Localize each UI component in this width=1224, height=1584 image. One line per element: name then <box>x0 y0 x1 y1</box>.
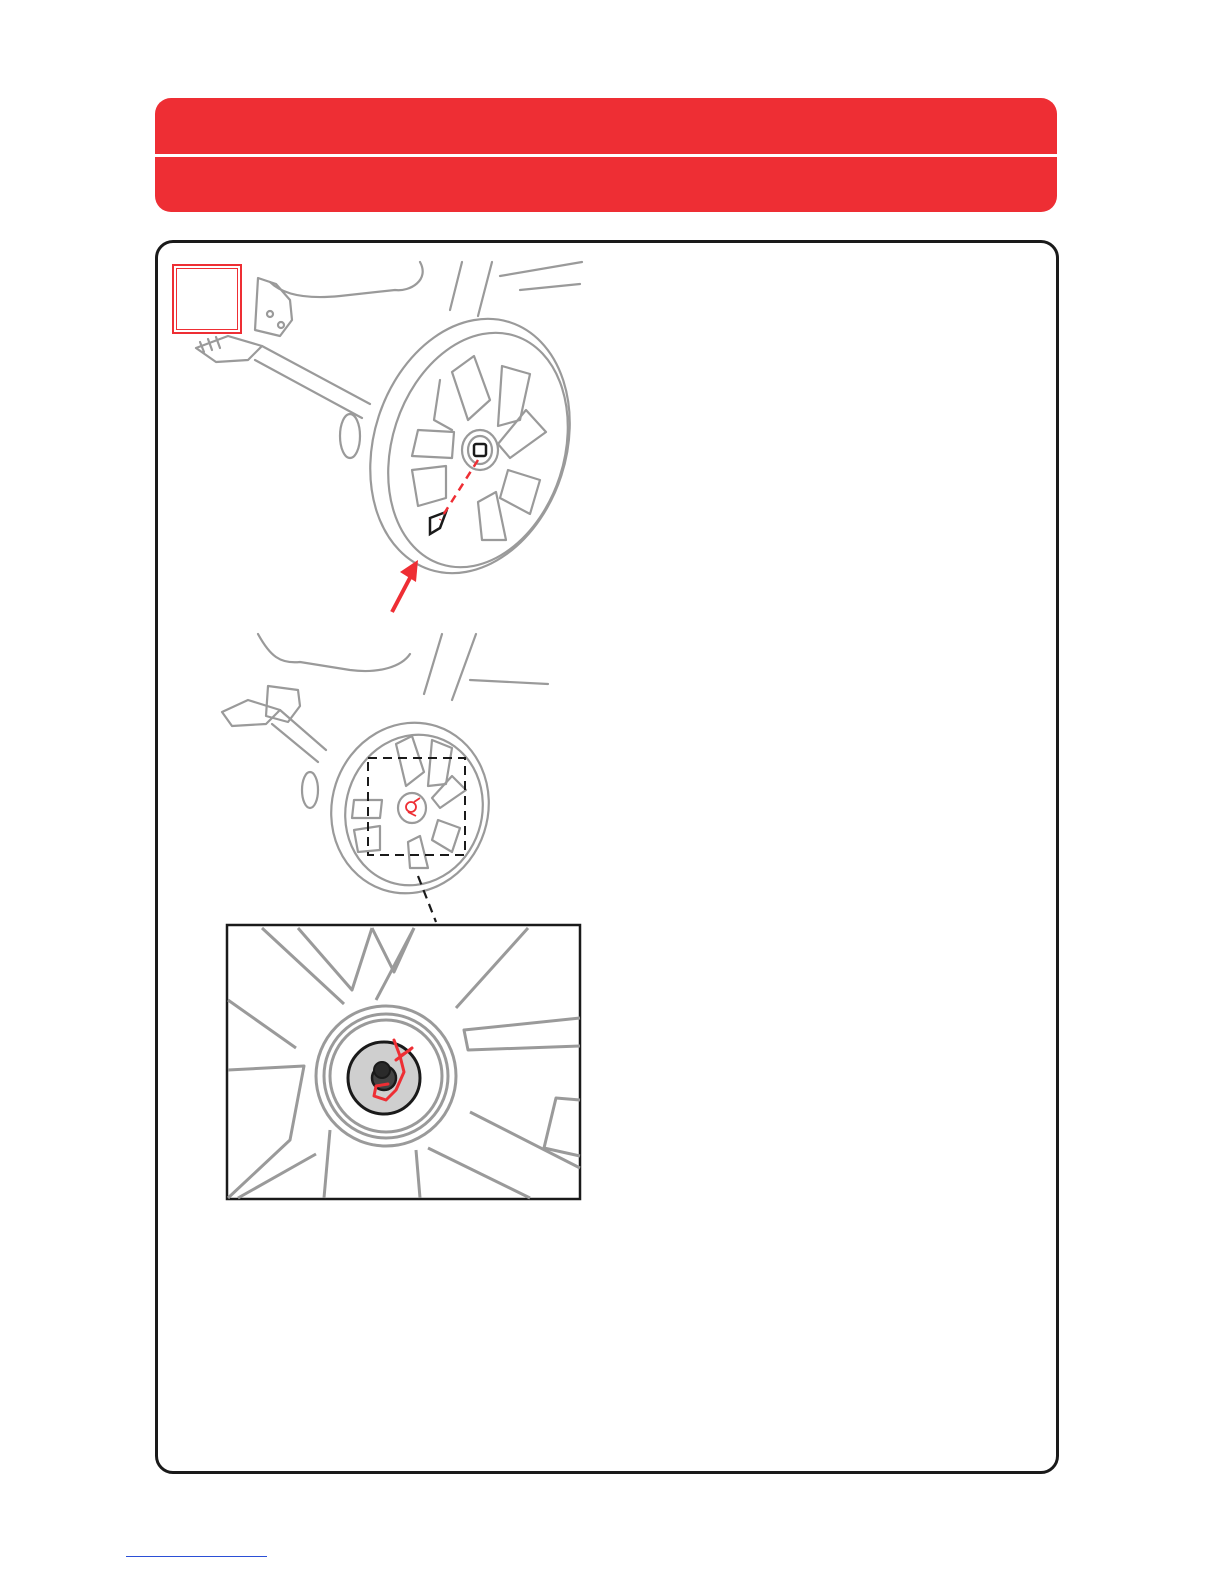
hub-nut-icon <box>406 798 420 816</box>
stroller-wheel-icon <box>196 262 601 599</box>
hub-closeup-icon <box>227 925 580 1199</box>
footer-link-underline[interactable] <box>126 1556 267 1557</box>
arrow-up-icon <box>392 560 418 612</box>
stroller-wheel-icon <box>222 634 548 914</box>
